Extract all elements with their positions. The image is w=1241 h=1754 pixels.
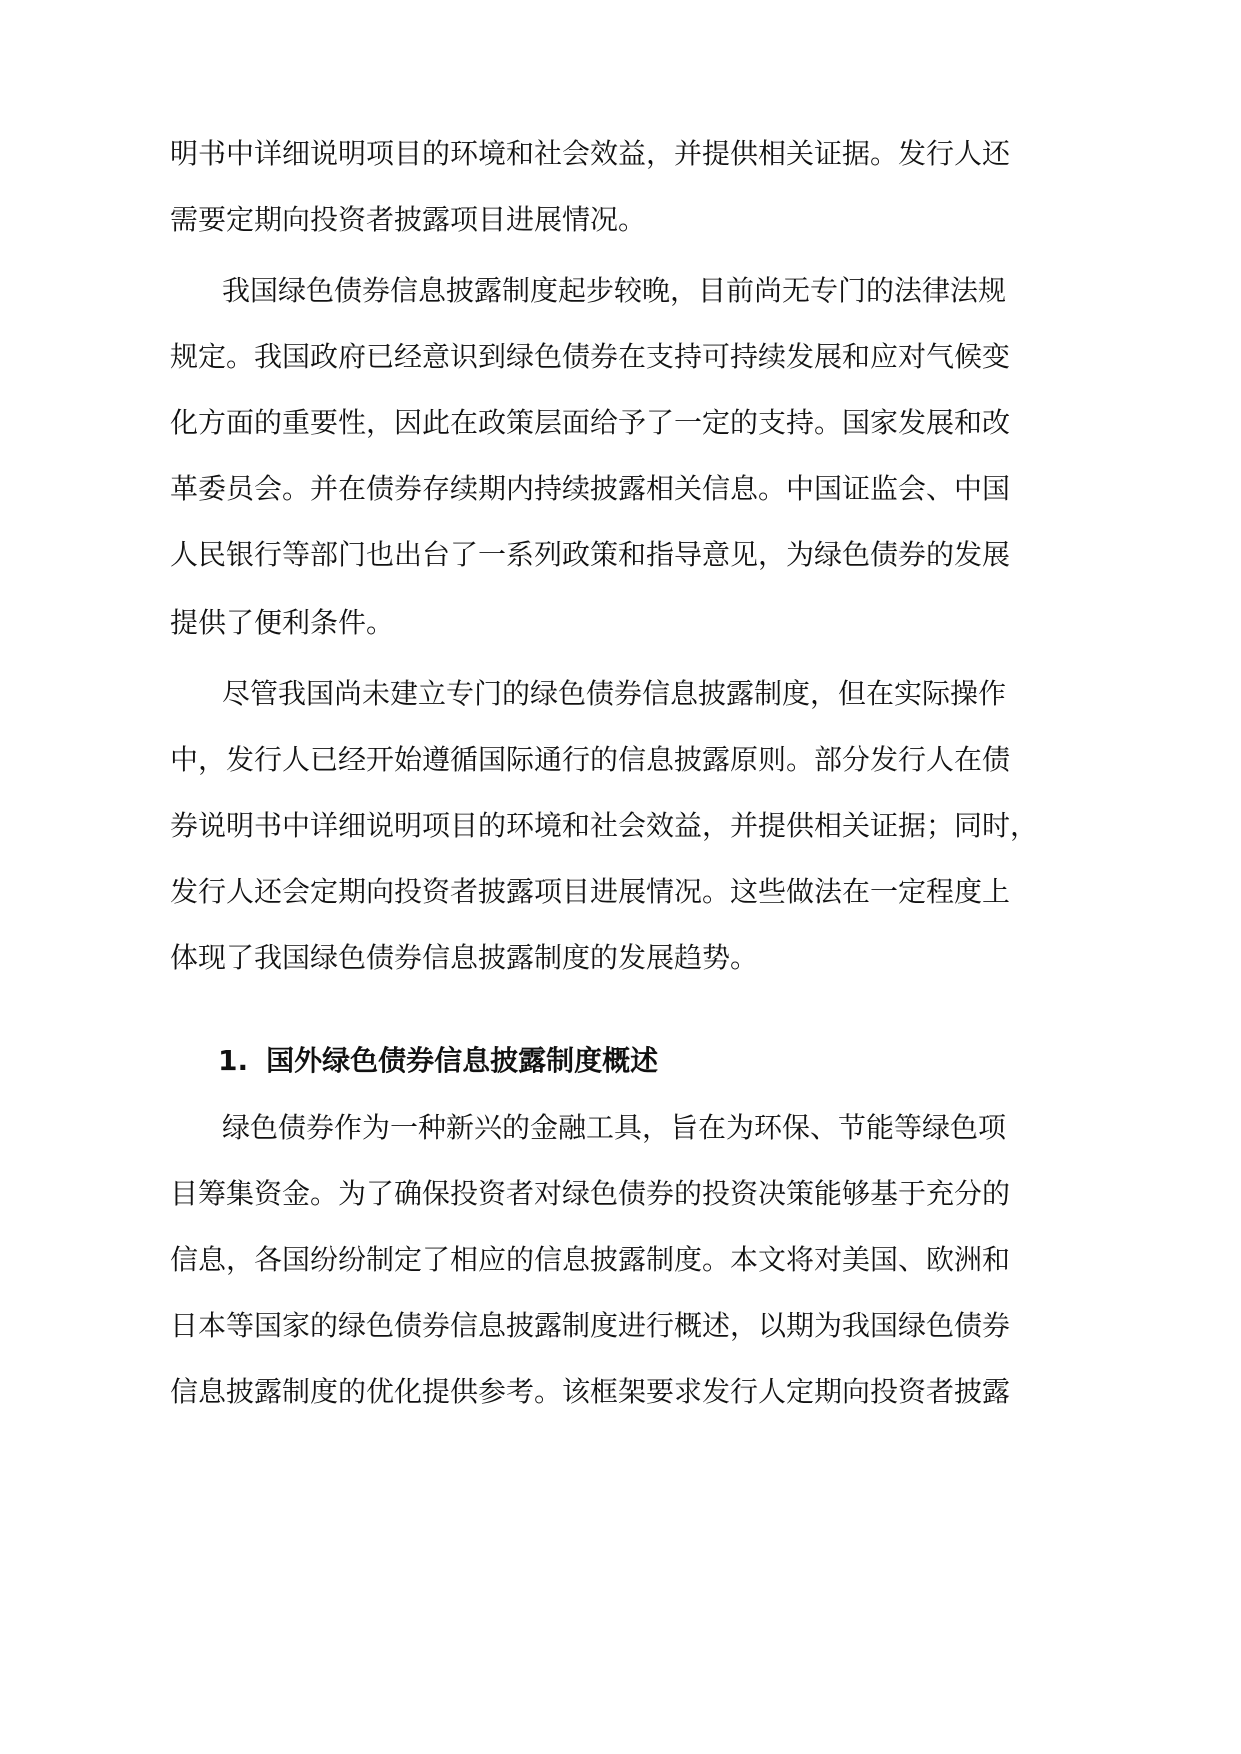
text-line: 中，发行人已经开始遵循国际通行的信息披露原则。部分发行人在债 (170, 743, 1011, 776)
text-line: 化方面的重要性，因此在政策层面给予了一定的支持。国家发展和改 (170, 406, 1011, 439)
text-line: 信息披露制度的优化提供参考。该框架要求发行人定期向投资者披露 (170, 1375, 1011, 1408)
text-line: 绿色债券作为一种新兴的金融工具，旨在为环保、节能等绿色项 (222, 1111, 1007, 1144)
text-line: 尽管我国尚未建立专门的绿色债券信息披露制度，但在实际操作 (222, 677, 1007, 710)
text-line: 信息，各国纷纷制定了相应的信息披露制度。本文将对美国、欧洲和 (170, 1243, 1011, 1276)
text-line: 券说明书中详细说明项目的环境和社会效益，并提供相关证据；同时， (170, 809, 1039, 842)
section-number: 1. (218, 1044, 249, 1077)
text-line: 我国绿色债券信息披露制度起步较晚，目前尚无专门的法律法规 (222, 274, 1007, 307)
text-line: 体现了我国绿色债券信息披露制度的发展趋势。 (170, 941, 759, 974)
text-line: 规定。我国政府已经意识到绿色债券在支持可持续发展和应对气候变 (170, 340, 1011, 373)
text-line: 发行人还会定期向投资者披露项目进展情况。这些做法在一定程度上 (170, 875, 1011, 908)
text-line: 人民银行等部门也出台了一系列政策和指导意见，为绿色债券的发展 (170, 538, 1011, 571)
text-line: 需要定期向投资者披露项目进展情况。 (170, 203, 647, 236)
text-line: 明书中详细说明项目的环境和社会效益，并提供相关证据。发行人还 (170, 137, 1011, 170)
section-heading (218, 1044, 658, 1078)
text-line: 日本等国家的绿色债券信息披露制度进行概述，以期为我国绿色债券 (170, 1309, 1011, 1342)
text-line: 目筹集资金。为了确保投资者对绿色债券的投资决策能够基于充分的 (170, 1177, 1011, 1210)
section-title: 国外绿色债券信息披露制度概述 (266, 1044, 659, 1077)
text-line: 革委员会。并在债券存续期内持续披露相关信息。中国证监会、中国 (170, 472, 1011, 505)
text-line: 提供了便利条件。 (170, 606, 395, 639)
